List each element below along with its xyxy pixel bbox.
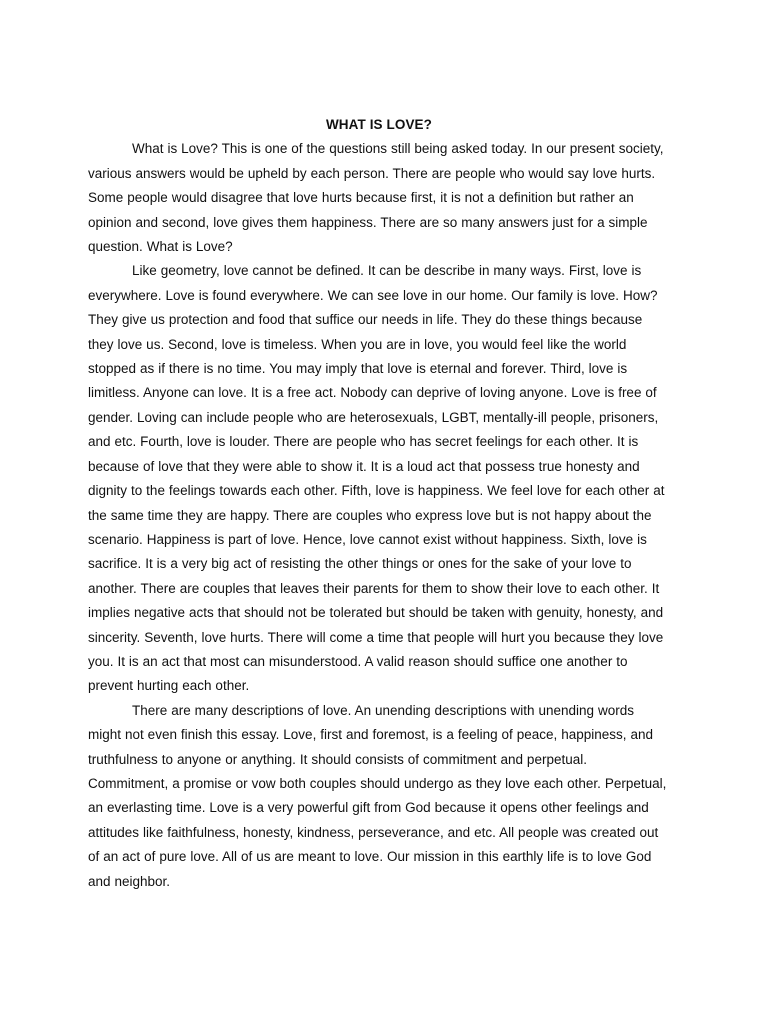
- paragraph-1: What is Love? This is one of the questions still being asked today. In our present society, various answers would be upheld by each person. There are people who would say love hurts. Some people would disagree that love hurts because first, it is not a definition but rather an opinion and second, love gives them happiness. There are so many answers just for a simple question. What is Love?: [88, 141, 664, 255]
- essay-title: WHAT IS LOVE?: [325, 117, 433, 132]
- paragraph-2: Like geometry, love cannot be defined. It can be describe in many ways. First, love is everywhere. Love is found everywhere. We can see love in our home. Our family is love. How? They give us protection and food that suffice our needs in life. They do these things because they love us. Second, love is timeless. When you are in love, you would feel like the world stopped as if there is no time. You may imply that love is eternal and forever. Third, love is limitless. Anyone can love. It is a free act. Nobody can deprive of loving anyone. Love is free of gender. Loving can include people who are heterosexuals, LGBT, mentally-ill people, prisoners, and etc. Fourth, love is louder. There are people who has secret feelings for each other. It is because of love that they were able to show it. It is a loud act that possess true honesty and dignity to the feelings towards each other. Fifth, love is happiness. We feel love for each other at the same time they are happy. There are couples who express love but is not happy about the scenario. Happiness is part of love. Hence, love cannot exist without happiness. Sixth, love is sacrifice. It is a very big act of resisting the other things or ones for the sake of your love to another. There are couples that leaves their parents for them to show their love to each other. It implies negative acts that should not be tolerated but should be taken with genuity, honesty, and sincerity. Seventh, love hurts. There will come a time that people will hurt you because they love you. It is an act that most can misunderstood. A valid reason should suffice one another to prevent hurting each other.: [88, 263, 665, 694]
- paragraph-3: There are many descriptions of love. An unending descriptions with unending words might not even finish this essay. Love, first and foremost, is a feeling of peace, happiness, and truthfulness to anyone or anything. It should consists of commitment and perpetual. Commitment, a promise or vow both couples should undergo as they love each other. Perpetual, an everlasting time. Love is a very powerful gift from God because it opens other feelings and attitudes like faithfulness, honesty, kindness, perseverance, and etc. All people was created out of an act of pure love. All of us are meant to love. Our mission in this earthly life is to love God and neighbor.: [88, 702, 667, 889]
